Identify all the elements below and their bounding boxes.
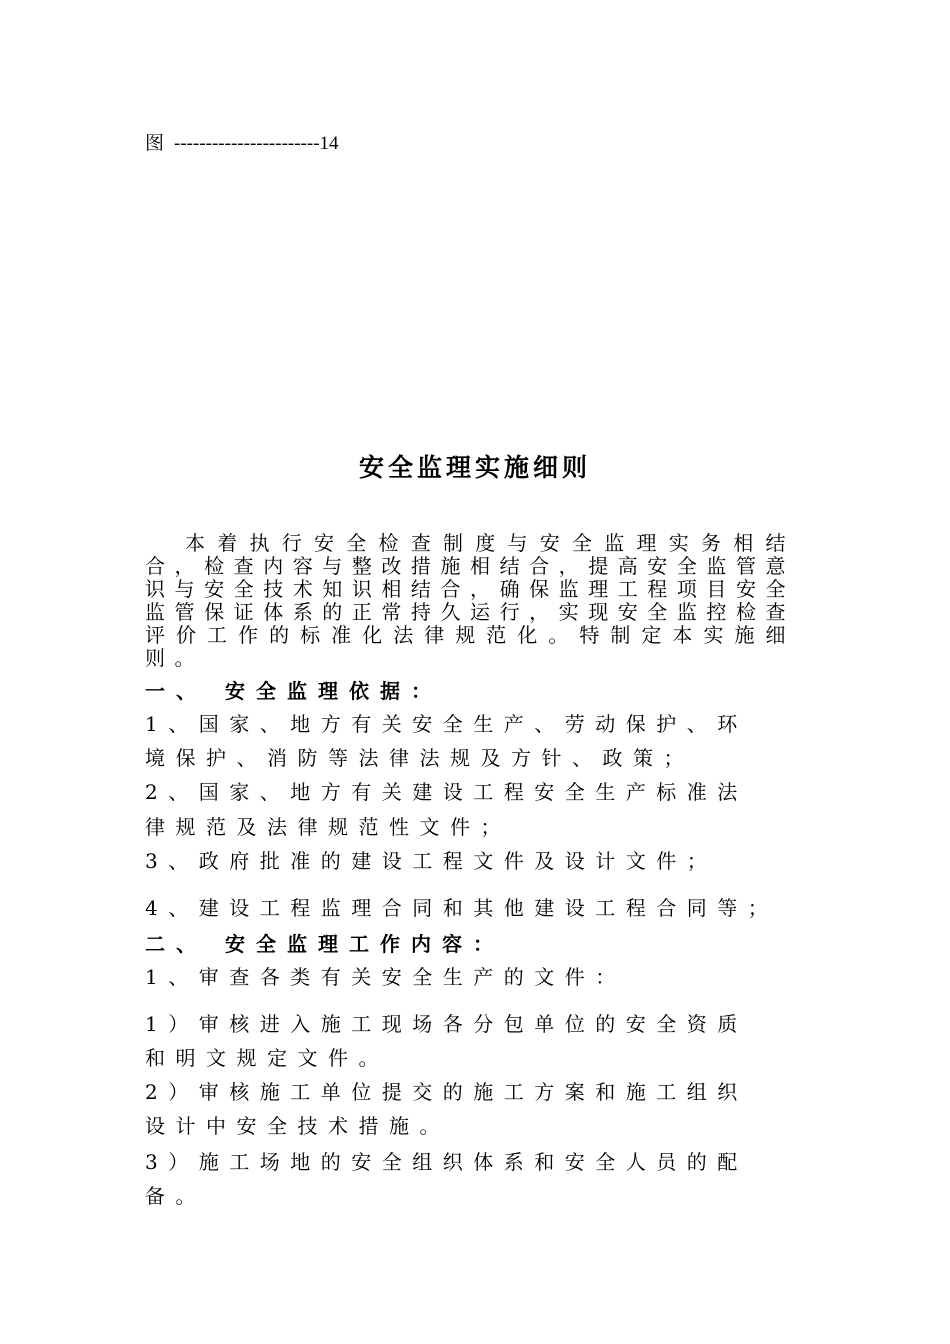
section2-item2-line2: 设计中安全技术措施。 (145, 1114, 450, 1138)
section1-item4: 4、建设工程监理合同和其他建设工程合同等； (145, 896, 779, 920)
section2-item2-line1: 2）审核施工单位提交的施工方案和施工组织 (145, 1080, 748, 1104)
toc-entry (145, 128, 339, 155)
section2-item1-line2: 和明文规定文件。 (145, 1046, 389, 1070)
intro-text: 本着执行安全检查制度与安全监理实务相结合，检查内容与整改措施相结合，提高安全监管意识与安全技术知识相结合，确保监理工程项目安全监管保证体系的正常持久运行，实现安全监控检查评价工作的标准化法律规范化。特制定本实施细则。 (145, 531, 795, 670)
section2-heading: 二、 安全监理工作内容： (145, 932, 504, 956)
section1-item2-line1: 2、国家、地方有关建设工程安全生产标准法 (145, 780, 748, 804)
section1-heading: 一、 安全监理依据： (145, 679, 442, 703)
section1-item2-line2: 律规范及法律规范性文件； (145, 815, 511, 839)
section1-item3: 3、政府批准的建设工程文件及设计文件； (145, 849, 718, 873)
section1-item1-line2: 境保护、消防等法律法规及方针、政策； (145, 746, 694, 770)
section2-item3-line1: 3）施工场地的安全组织体系和安全人员的配 (145, 1150, 748, 1174)
toc-leader: -----------------------14 (174, 133, 339, 154)
section2-subheading: 1、审查各类有关安全生产的文件： (145, 965, 626, 989)
document-title: 安全监理实施细则 (358, 453, 591, 482)
section2-item3-line2: 备。 (145, 1184, 206, 1208)
intro-paragraph (145, 532, 795, 670)
toc-label: 图 (145, 133, 165, 154)
section1-item1-line1: 1、国家、地方有关安全生产、劳动保护、环 (145, 712, 748, 736)
section2-item1-line1: 1）审核进入施工现场各分包单位的安全资质 (145, 1012, 748, 1036)
